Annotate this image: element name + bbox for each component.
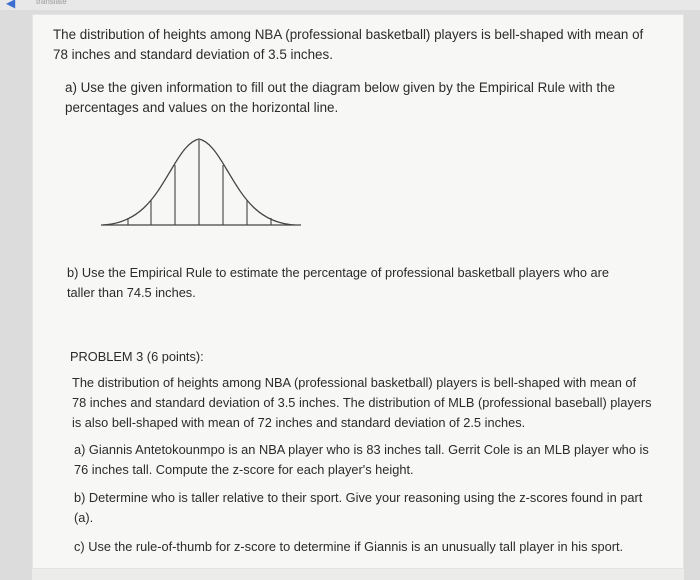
document-card — [32, 14, 684, 569]
problem3-part-b: b) Determine who is taller relative to their sport. Give your reasoning using the z-scores found in part (a). — [74, 490, 643, 525]
problem3-part-c: c) Use the rule-of-thumb for z-score to determine if Giannis is an unusually tall player in his sport. — [74, 539, 624, 554]
bell-curve-diagram — [101, 135, 301, 235]
problem2-part-a: a) Use the given information to fill out the diagram below given by the Empirical Rule with the percentages and values on the horizontal line. — [65, 80, 616, 115]
problem3-heading: PROBLEM 3 (6 points): — [70, 349, 204, 364]
problem2-part-b: b) Use the Empirical Rule to estimate the percentage of professional basketball players who are taller than 74.5 inches. — [67, 265, 610, 300]
breadcrumb[interactable]: translate — [36, 0, 67, 6]
back-arrow-icon[interactable]: ◀ — [6, 0, 16, 10]
problem3-part-a: a) Giannis Antetokounmpo is an NBA player who is 83 inches tall. Gerrit Cole is an MLB player who is 76 inches tall. Compute the z-score for each player's height. — [74, 442, 649, 477]
problem3-intro: The distribution of heights among NBA (professional basketball) players is bell-shaped with mean of 78 inches and standard deviation of 3.5 inches. The distribution of MLB (professional baseball) players is also bell-shaped with mean of 72 inches and standard deviation of 2.5 inches. — [72, 375, 652, 430]
card-footer-strip — [32, 569, 684, 580]
problem2-intro: The distribution of heights among NBA (professional basketball) players is bell-shaped with mean of 78 inches and standard deviation of 3.5 inches. — [53, 27, 644, 62]
top-bar — [0, 0, 700, 10]
